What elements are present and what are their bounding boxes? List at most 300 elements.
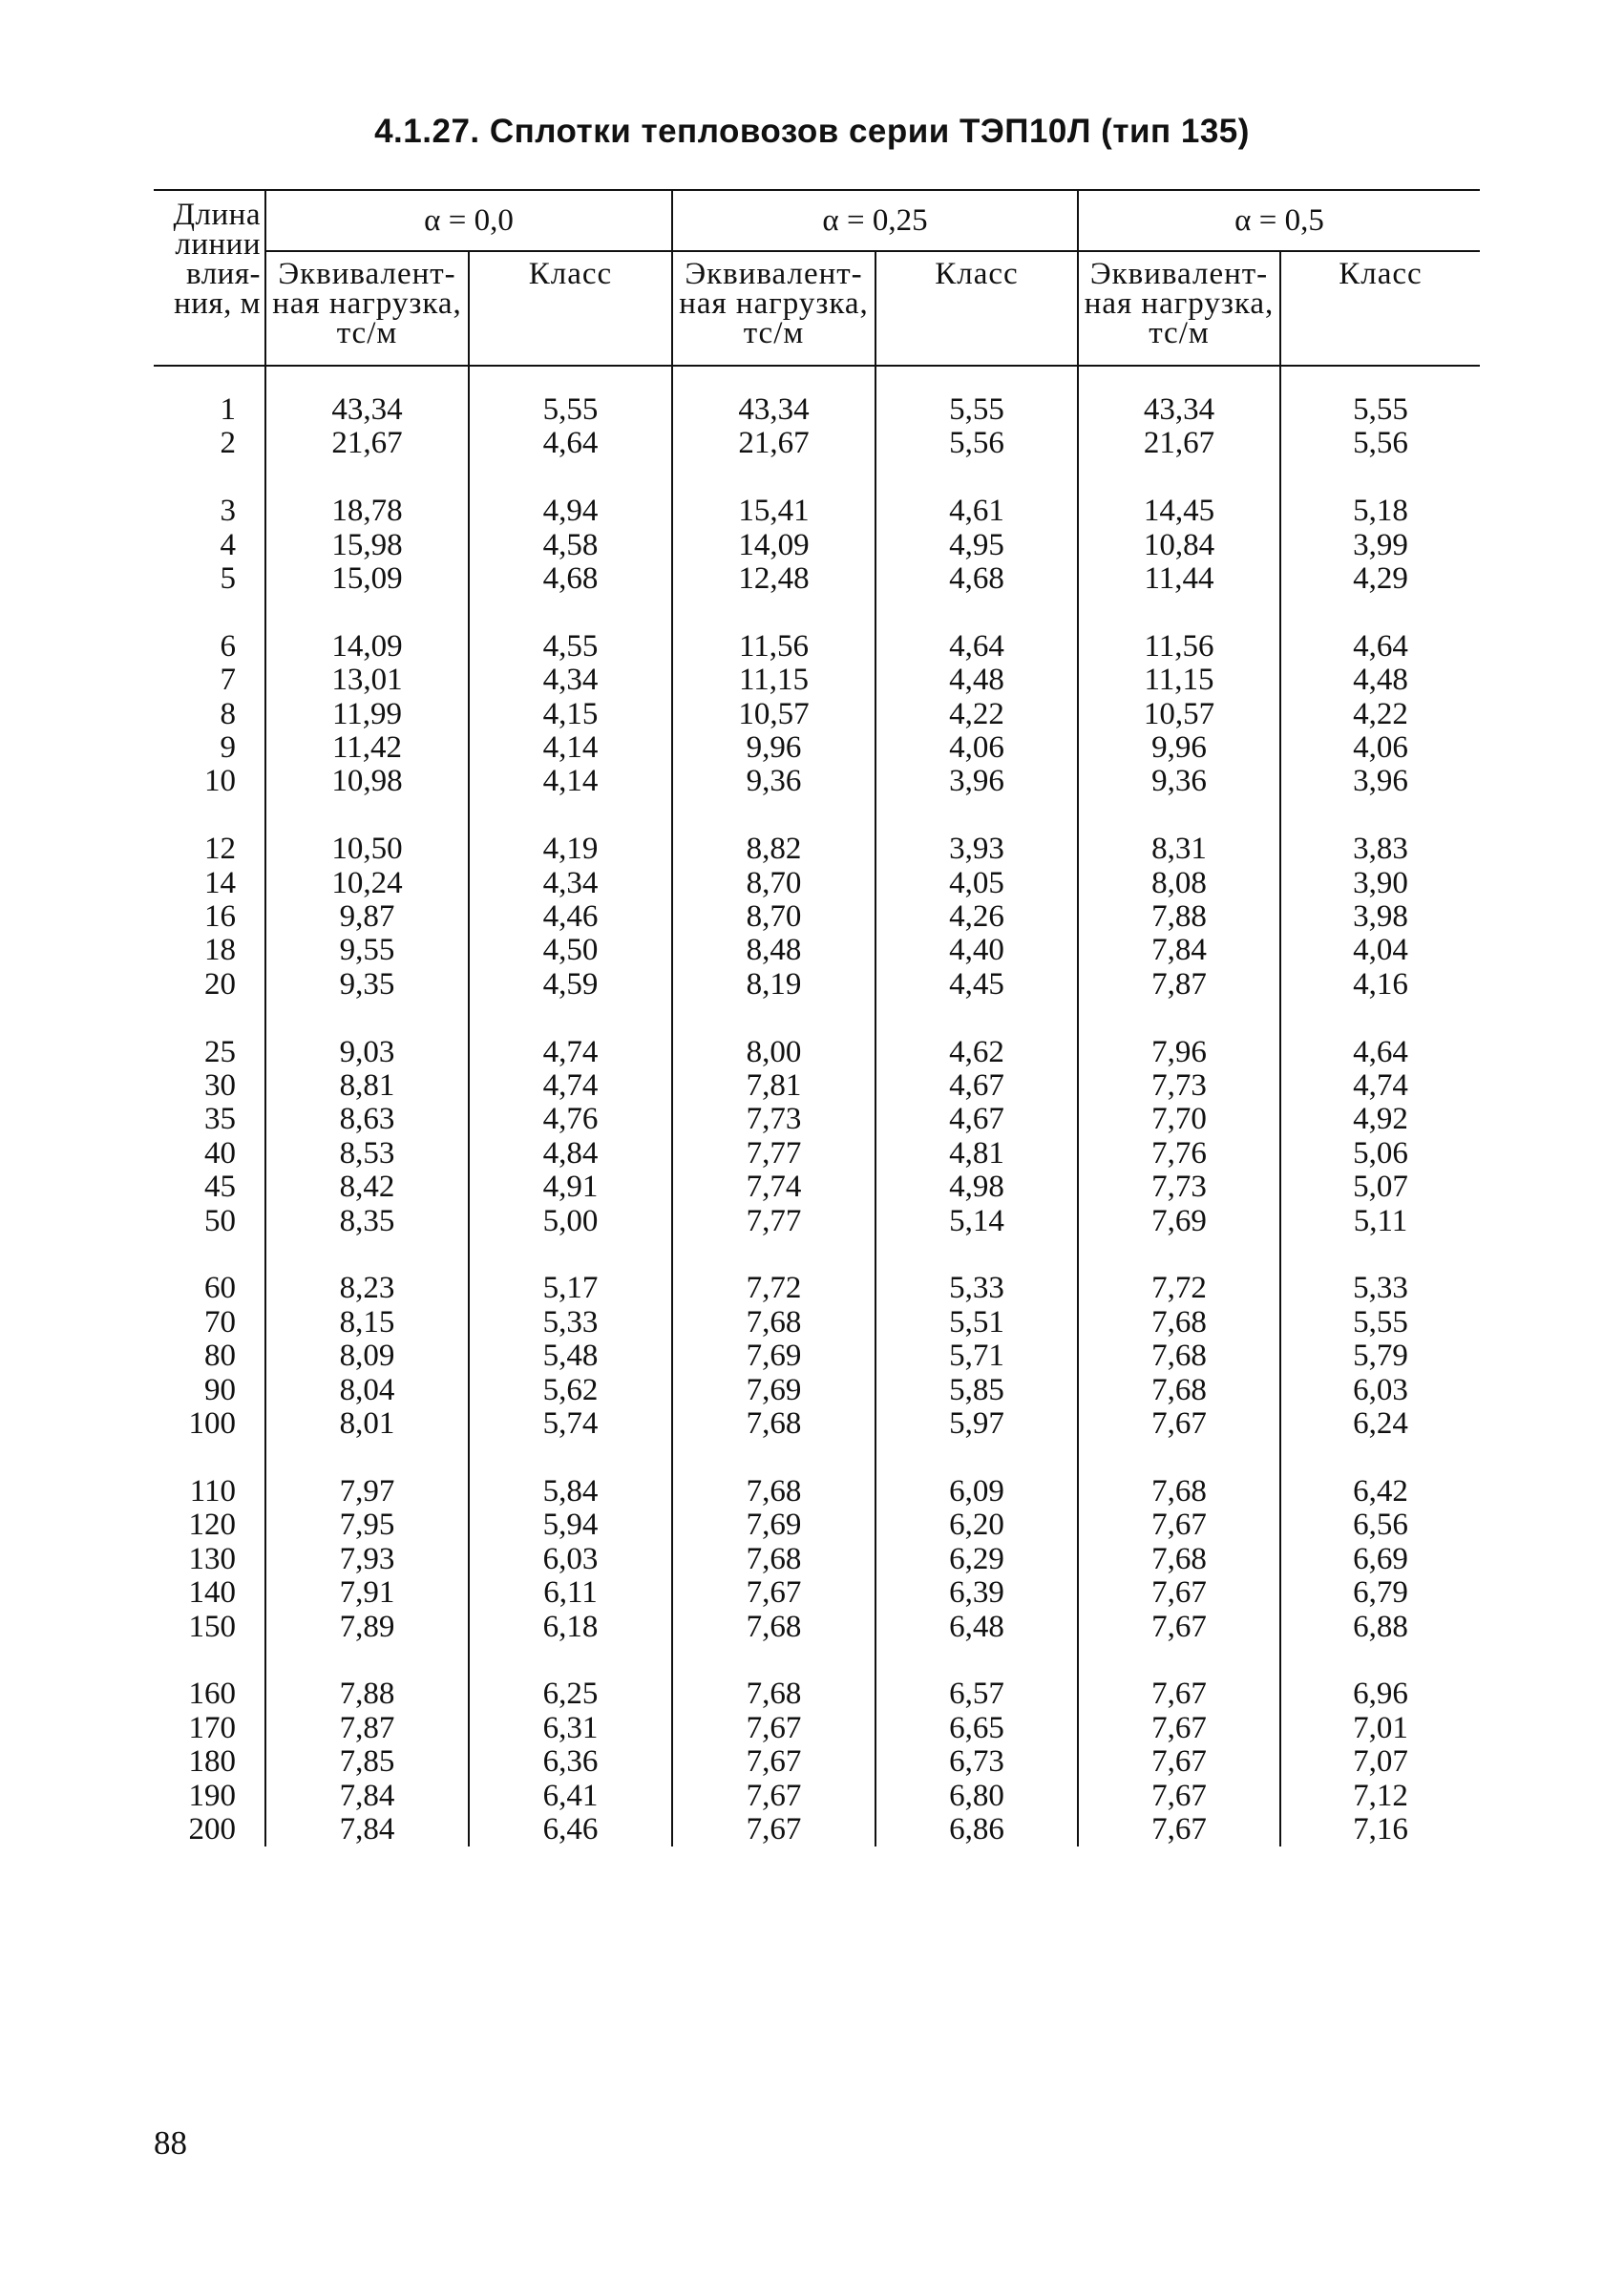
class-cell: 5,07: [1353, 1170, 1408, 1205]
class-cell: 6,18: [469, 1611, 672, 1644]
class-cell: 4,91: [469, 1171, 672, 1204]
equivalent-load-cell: 7,96: [1078, 1036, 1280, 1069]
class-cell: 4,34: [469, 664, 672, 697]
length-cell: 30: [154, 1069, 265, 1103]
page-number: 88: [154, 2124, 187, 2162]
spacer-cell: [875, 596, 1078, 629]
spacer-cell: [469, 1238, 672, 1272]
length-cell: 45: [154, 1171, 265, 1204]
length-cell: 4: [154, 529, 265, 562]
length-cell: 6: [154, 630, 265, 664]
length-cell: 9: [154, 731, 265, 765]
spacer-cell: [1280, 799, 1480, 833]
class-cell: 6,09: [875, 1475, 1078, 1509]
class-header: Класс: [875, 251, 1078, 366]
length-cell: 35: [154, 1103, 265, 1136]
length-cell: 12: [154, 833, 265, 866]
spacer-cell: [672, 1238, 875, 1272]
class-cell: 6,11: [469, 1576, 672, 1610]
length-cell: 18: [154, 934, 265, 967]
class-cell: 6,65: [875, 1712, 1078, 1745]
spacer-cell: [875, 1442, 1078, 1475]
class-cell: 4,67: [875, 1069, 1078, 1103]
equivalent-load-cell: 13,01: [265, 664, 469, 697]
class-cell: 5,17: [469, 1272, 672, 1305]
class-cell: 5,33: [1353, 1271, 1408, 1306]
table-row: [154, 1611, 1480, 1644]
table-row: [154, 1069, 1480, 1103]
equivalent-load-cell: 7,97: [265, 1475, 469, 1509]
length-cell: 100: [154, 1407, 265, 1441]
spacer-cell: [265, 596, 469, 629]
equivalent-load-cell: 7,95: [265, 1509, 469, 1542]
class-cell: 4,48: [875, 664, 1078, 697]
table-row: [154, 1780, 1480, 1813]
equivalent-load-cell: 8,48: [672, 934, 875, 967]
equivalent-load-cell: 9,87: [265, 900, 469, 934]
length-cell: 40: [154, 1137, 265, 1171]
table-row: [154, 1171, 1480, 1204]
equivalent-load-cell: 7,67: [672, 1813, 875, 1846]
equivalent-load-cell: 9,03: [265, 1036, 469, 1069]
equivalent-load-cell: 8,70: [672, 900, 875, 934]
spacer-row: [154, 596, 1480, 629]
class-cell: 4,67: [875, 1103, 1078, 1136]
class-cell: 5,55: [1353, 392, 1408, 427]
table-row: [154, 765, 1480, 798]
class-cell: 6,79: [1353, 1575, 1408, 1611]
table-row: [154, 1137, 1480, 1171]
equivalent-load-cell: 7,91: [265, 1576, 469, 1610]
class-cell: 4,48: [1353, 663, 1408, 698]
equivalent-load-cell: 9,36: [1078, 765, 1280, 798]
equivalent-load-cell: 7,72: [672, 1272, 875, 1305]
spacer-cell: [469, 1442, 672, 1475]
equivalent-load-cell: 7,84: [265, 1813, 469, 1846]
class-cell: 4,29: [1353, 561, 1408, 597]
equivalent-load-cell: 7,67: [1078, 1813, 1280, 1846]
equivalent-load-header: Эквивалент- ная нагрузка, тс/м: [1078, 251, 1280, 366]
spacer-cell: [1078, 366, 1280, 393]
equivalent-load-cell: 8,53: [265, 1137, 469, 1171]
class-cell: 6,46: [469, 1813, 672, 1846]
class-cell: 4,74: [1353, 1068, 1408, 1104]
table-row: [154, 1576, 1480, 1610]
class-header: Класс: [469, 251, 672, 366]
equivalent-load-cell: 7,68: [672, 1407, 875, 1441]
equivalent-load-header: Эквивалент- ная нагрузка, тс/м: [265, 251, 469, 366]
spacer-row: [154, 1442, 1480, 1475]
equivalent-load-cell: 9,35: [265, 968, 469, 1002]
class-cell: 4,64: [469, 427, 672, 460]
table-row: [154, 1272, 1480, 1305]
class-cell: 4,64: [1353, 628, 1408, 664]
equivalent-load-cell: 9,96: [672, 731, 875, 765]
class-cell: 4,05: [875, 867, 1078, 900]
equivalent-load-cell: 8,70: [672, 867, 875, 900]
table-row: [154, 1745, 1480, 1779]
length-cell: 50: [154, 1205, 265, 1238]
class-cell: 6,96: [1353, 1677, 1408, 1712]
equivalent-load-cell: 7,85: [265, 1745, 469, 1779]
equivalent-load-cell: 15,41: [672, 495, 875, 528]
length-cell: 80: [154, 1340, 265, 1373]
equivalent-load-cell: 14,45: [1078, 495, 1280, 528]
class-cell: 5,55: [1353, 1304, 1408, 1340]
equivalent-load-cell: 7,84: [1078, 934, 1280, 967]
equivalent-load-cell: 7,67: [1078, 1611, 1280, 1644]
class-cell: 6,86: [875, 1813, 1078, 1846]
length-cell: 14: [154, 867, 265, 900]
table-row: [154, 562, 1480, 596]
table-row: [154, 1813, 1480, 1846]
spacer-cell: [1078, 799, 1280, 833]
class-cell: 5,97: [875, 1407, 1078, 1441]
spacer-cell: [672, 1442, 875, 1475]
spacer-cell: [1280, 1238, 1480, 1272]
class-cell: 3,96: [1353, 764, 1408, 799]
spacer-cell: [265, 1442, 469, 1475]
equivalent-load-cell: 10,84: [1078, 529, 1280, 562]
spacer-cell: [875, 799, 1078, 833]
table-title: 4.1.27. Сплотки тепловозов серии ТЭП10Л (тип 135): [374, 113, 1250, 150]
class-cell: 5,48: [469, 1340, 672, 1373]
spacer-row: [154, 461, 1480, 495]
equivalent-load-cell: 7,84: [265, 1780, 469, 1813]
class-cell: 7,07: [1353, 1744, 1408, 1780]
equivalent-load-cell: 7,67: [672, 1780, 875, 1813]
table-row: [154, 900, 1480, 934]
class-cell: 4,68: [469, 562, 672, 596]
spacer-cell: [154, 1238, 265, 1272]
equivalent-load-cell: 8,31: [1078, 833, 1280, 866]
equivalent-load-cell: 7,69: [672, 1374, 875, 1407]
class-cell: 5,84: [469, 1475, 672, 1509]
equivalent-load-cell: 10,57: [672, 698, 875, 731]
equivalent-load-cell: 7,88: [265, 1678, 469, 1711]
class-cell: 6,31: [469, 1712, 672, 1745]
equivalent-load-cell: 10,50: [265, 833, 469, 866]
table-row: [154, 1374, 1480, 1407]
class-cell: 6,57: [875, 1678, 1078, 1711]
equivalent-load-cell: 7,69: [672, 1340, 875, 1373]
class-cell: 4,68: [875, 562, 1078, 596]
class-cell: 4,64: [875, 630, 1078, 664]
length-cell: 60: [154, 1272, 265, 1305]
length-cell: 130: [154, 1543, 265, 1576]
equivalent-load-cell: 7,73: [672, 1103, 875, 1136]
class-cell: 5,18: [1353, 494, 1408, 529]
class-cell: 4,62: [875, 1036, 1078, 1069]
table-header: [154, 190, 1480, 366]
class-cell: 5,33: [875, 1272, 1078, 1305]
equivalent-load-header: Эквивалент- ная нагрузка, тс/м: [672, 251, 875, 366]
equivalent-load-cell: 8,08: [1078, 867, 1280, 900]
class-cell: 4,95: [875, 529, 1078, 562]
class-cell: 4,06: [875, 731, 1078, 765]
table-row: [154, 1407, 1480, 1441]
equivalent-load-cell: 7,77: [672, 1137, 875, 1171]
class-cell: 6,39: [875, 1576, 1078, 1610]
equivalent-load-cell: 7,68: [1078, 1306, 1280, 1340]
equivalent-load-cell: 8,01: [265, 1407, 469, 1441]
equivalent-load-cell: 43,34: [672, 393, 875, 427]
class-cell: 6,25: [469, 1678, 672, 1711]
class-cell: 6,36: [469, 1745, 672, 1779]
equivalent-load-cell: 7,81: [672, 1069, 875, 1103]
class-cell: 5,55: [875, 393, 1078, 427]
class-cell: 4,50: [469, 934, 672, 967]
class-cell: 5,62: [469, 1374, 672, 1407]
class-cell: 5,00: [469, 1205, 672, 1238]
class-cell: 3,83: [1353, 832, 1408, 867]
class-cell: 5,11: [1353, 1203, 1408, 1238]
class-cell: 4,81: [875, 1137, 1078, 1171]
length-cell: 7: [154, 664, 265, 697]
equivalent-load-cell: 7,68: [1078, 1340, 1280, 1373]
length-cell: 8: [154, 698, 265, 731]
equivalent-load-cell: 7,68: [672, 1611, 875, 1644]
class-cell: 4,19: [469, 833, 672, 866]
equivalent-load-cell: 9,55: [265, 934, 469, 967]
length-cell: 140: [154, 1576, 265, 1610]
class-cell: 4,92: [1353, 1102, 1408, 1137]
spacer-cell: [469, 366, 672, 393]
equivalent-load-cell: 14,09: [672, 529, 875, 562]
spacer-cell: [265, 1238, 469, 1272]
equivalent-load-cell: 8,42: [265, 1171, 469, 1204]
class-cell: 5,51: [875, 1306, 1078, 1340]
spacer-row: [154, 1238, 1480, 1272]
spacer-cell: [469, 596, 672, 629]
equivalent-load-cell: 8,04: [265, 1374, 469, 1407]
table-row: [154, 867, 1480, 900]
length-column-header: Длина линии влия- ния, м: [154, 190, 265, 366]
class-cell: 7,12: [1353, 1778, 1408, 1813]
class-cell: 4,98: [875, 1171, 1078, 1204]
equivalent-load-cell: 7,69: [1078, 1205, 1280, 1238]
spacer-cell: [1280, 1002, 1480, 1035]
equivalent-load-cell: 7,74: [672, 1171, 875, 1204]
length-cell: 3: [154, 495, 265, 528]
spacer-row: [154, 1644, 1480, 1678]
spacer-cell: [1078, 1238, 1280, 1272]
spacer-cell: [875, 461, 1078, 495]
spacer-cell: [265, 461, 469, 495]
table-row: [154, 427, 1480, 460]
class-cell: 5,71: [875, 1340, 1078, 1373]
class-cell: 4,59: [469, 968, 672, 1002]
length-cell: 70: [154, 1306, 265, 1340]
spacer-cell: [154, 799, 265, 833]
class-cell: 6,03: [469, 1543, 672, 1576]
table-row: [154, 1036, 1480, 1069]
table-row: [154, 731, 1480, 765]
length-cell: 2: [154, 427, 265, 460]
spacer-cell: [265, 1002, 469, 1035]
class-cell: 5,79: [1353, 1339, 1408, 1374]
class-cell: 4,46: [469, 900, 672, 934]
table-row: [154, 833, 1480, 866]
class-cell: 4,04: [1353, 933, 1408, 968]
equivalent-load-cell: 7,67: [1078, 1712, 1280, 1745]
equivalent-load-cell: 8,63: [265, 1103, 469, 1136]
equivalent-load-cell: 21,67: [672, 427, 875, 460]
class-header: Класс: [1280, 251, 1480, 366]
spacer-cell: [1280, 596, 1480, 629]
spacer-cell: [1280, 1644, 1480, 1678]
table-row: [154, 1509, 1480, 1542]
spacer-cell: [672, 1002, 875, 1035]
equivalent-load-cell: 8,35: [265, 1205, 469, 1238]
equivalent-load-cell: 7,70: [1078, 1103, 1280, 1136]
length-cell: 190: [154, 1780, 265, 1813]
locomotive-load-table: [154, 189, 1480, 1846]
length-cell: 110: [154, 1475, 265, 1509]
class-cell: 5,33: [469, 1306, 672, 1340]
equivalent-load-cell: 11,15: [672, 664, 875, 697]
equivalent-load-cell: 11,42: [265, 731, 469, 765]
length-cell: 180: [154, 1745, 265, 1779]
class-cell: 6,42: [1353, 1473, 1408, 1509]
table-row: [154, 1543, 1480, 1576]
table-row: [154, 393, 1480, 427]
equivalent-load-cell: 7,76: [1078, 1137, 1280, 1171]
spacer-cell: [154, 366, 265, 393]
equivalent-load-cell: 7,68: [1078, 1543, 1280, 1576]
spacer-cell: [469, 461, 672, 495]
spacer-cell: [469, 799, 672, 833]
equivalent-load-cell: 21,67: [265, 427, 469, 460]
equivalent-load-cell: 7,67: [1078, 1509, 1280, 1542]
alpha-group-header: α = 0,0: [265, 190, 672, 251]
equivalent-load-cell: 21,67: [1078, 427, 1280, 460]
spacer-cell: [672, 461, 875, 495]
equivalent-load-cell: 7,72: [1078, 1272, 1280, 1305]
class-cell: 4,58: [469, 529, 672, 562]
spacer-cell: [1280, 366, 1480, 393]
table-row: [154, 1340, 1480, 1373]
class-cell: 6,41: [469, 1780, 672, 1813]
length-cell: 170: [154, 1712, 265, 1745]
equivalent-load-cell: 7,87: [265, 1712, 469, 1745]
spacer-cell: [1078, 596, 1280, 629]
length-cell: 90: [154, 1374, 265, 1407]
equivalent-load-cell: 9,96: [1078, 731, 1280, 765]
class-cell: 6,88: [1353, 1609, 1408, 1644]
class-cell: 4,15: [469, 698, 672, 731]
length-cell: 150: [154, 1611, 265, 1644]
class-cell: 5,56: [1353, 426, 1408, 461]
spacer-cell: [672, 799, 875, 833]
spacer-cell: [154, 596, 265, 629]
equivalent-load-cell: 7,73: [1078, 1171, 1280, 1204]
equivalent-load-cell: 8,81: [265, 1069, 469, 1103]
equivalent-load-cell: 7,93: [265, 1543, 469, 1576]
class-cell: 3,96: [875, 765, 1078, 798]
class-cell: 6,69: [1353, 1541, 1408, 1576]
alpha-group-header: α = 0,5: [1078, 190, 1480, 251]
class-cell: 5,55: [469, 393, 672, 427]
table-row: [154, 1712, 1480, 1745]
class-cell: 6,73: [875, 1745, 1078, 1779]
spacer-cell: [1078, 1644, 1280, 1678]
equivalent-load-cell: 7,69: [672, 1509, 875, 1542]
table-row: [154, 698, 1480, 731]
class-cell: 4,06: [1353, 730, 1408, 766]
equivalent-load-cell: 7,67: [672, 1576, 875, 1610]
class-cell: 4,34: [469, 867, 672, 900]
class-cell: 4,76: [469, 1103, 672, 1136]
equivalent-load-cell: 7,67: [672, 1745, 875, 1779]
table-row: [154, 968, 1480, 1002]
equivalent-load-cell: 11,56: [672, 630, 875, 664]
class-cell: 5,94: [469, 1509, 672, 1542]
equivalent-load-cell: 11,56: [1078, 630, 1280, 664]
spacer-cell: [154, 461, 265, 495]
length-cell: 1: [154, 393, 265, 427]
alpha-group-header: α = 0,25: [672, 190, 1078, 251]
class-cell: 7,16: [1353, 1811, 1408, 1846]
equivalent-load-cell: 8,00: [672, 1036, 875, 1069]
class-cell: 3,99: [1353, 527, 1408, 562]
class-cell: 4,61: [875, 495, 1078, 528]
spacer-cell: [1280, 1442, 1480, 1475]
spacer-cell: [672, 596, 875, 629]
class-cell: 4,26: [875, 900, 1078, 934]
equivalent-load-cell: 7,67: [672, 1712, 875, 1745]
class-cell: 6,20: [875, 1509, 1078, 1542]
length-cell: 120: [154, 1509, 265, 1542]
equivalent-load-cell: 8,23: [265, 1272, 469, 1305]
spacer-cell: [875, 366, 1078, 393]
class-cell: 4,84: [469, 1137, 672, 1171]
equivalent-load-cell: 12,48: [672, 562, 875, 596]
spacer-cell: [469, 1002, 672, 1035]
equivalent-load-cell: 7,67: [1078, 1745, 1280, 1779]
class-cell: 5,85: [875, 1374, 1078, 1407]
class-cell: 6,03: [1353, 1372, 1408, 1407]
class-cell: 4,74: [469, 1069, 672, 1103]
equivalent-load-cell: 7,89: [265, 1611, 469, 1644]
equivalent-load-cell: 7,67: [1078, 1678, 1280, 1711]
length-cell: 16: [154, 900, 265, 934]
table-row: [154, 630, 1480, 664]
class-cell: 4,22: [875, 698, 1078, 731]
length-cell: 10: [154, 765, 265, 798]
spacer-cell: [672, 1644, 875, 1678]
class-cell: 4,14: [469, 765, 672, 798]
spacer-cell: [1078, 1002, 1280, 1035]
table-row: [154, 1678, 1480, 1711]
length-cell: 200: [154, 1813, 265, 1846]
class-cell: 7,01: [1353, 1710, 1408, 1745]
class-cell: 6,29: [875, 1543, 1078, 1576]
table-row: [154, 664, 1480, 697]
class-cell: 5,14: [875, 1205, 1078, 1238]
class-cell: 4,16: [1353, 966, 1408, 1002]
class-cell: 3,93: [875, 833, 1078, 866]
spacer-row: [154, 799, 1480, 833]
spacer-cell: [154, 1002, 265, 1035]
table-row: [154, 495, 1480, 528]
class-cell: 4,45: [875, 968, 1078, 1002]
equivalent-load-cell: 7,68: [672, 1475, 875, 1509]
class-cell: 5,56: [875, 427, 1078, 460]
spacer-cell: [469, 1644, 672, 1678]
equivalent-load-cell: 7,68: [672, 1306, 875, 1340]
table-row: [154, 934, 1480, 967]
